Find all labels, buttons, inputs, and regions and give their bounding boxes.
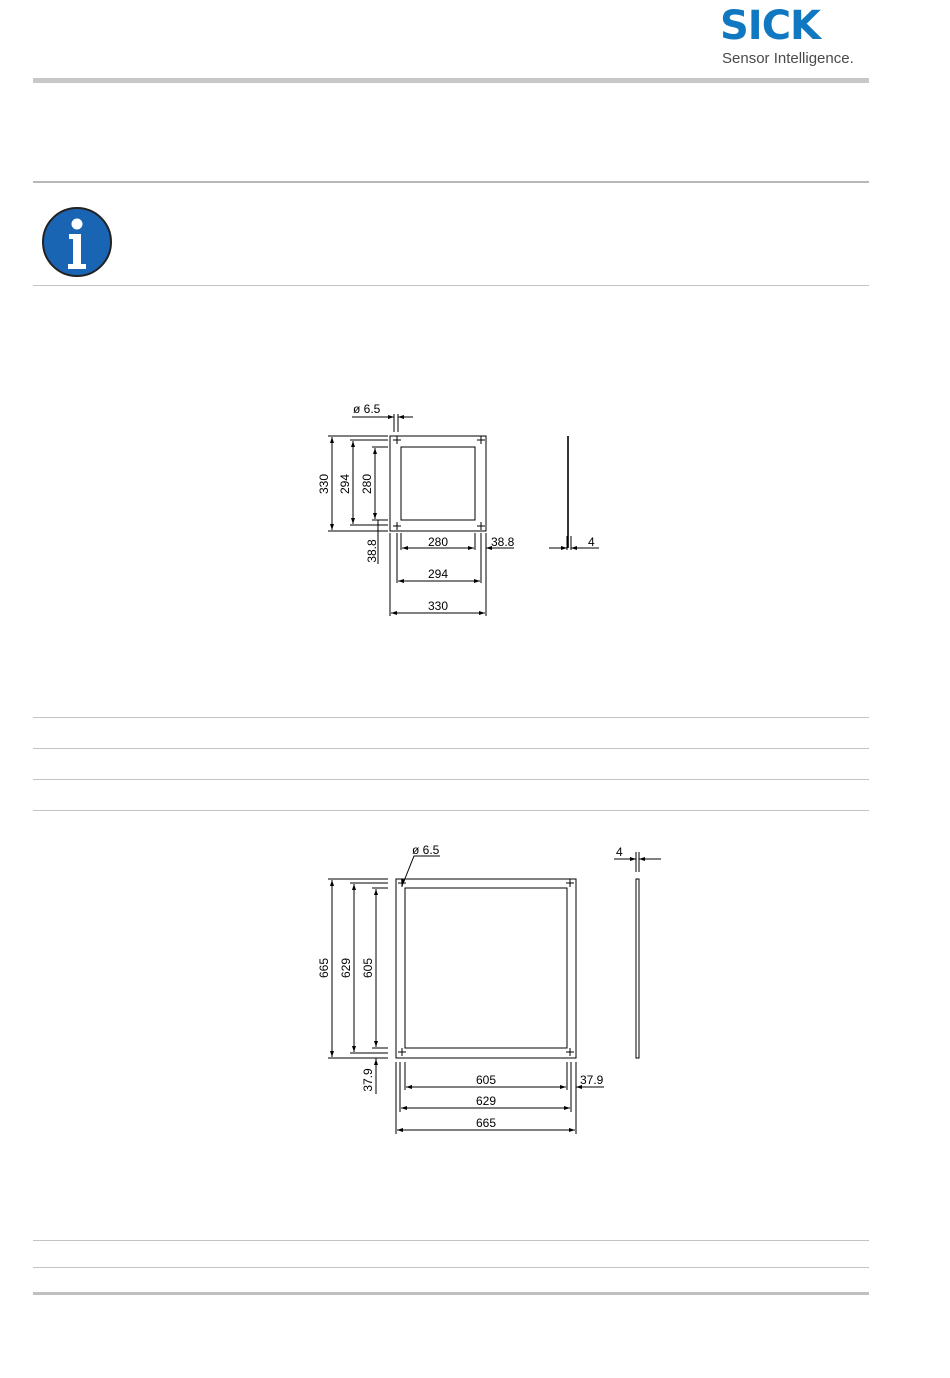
- dim-hole-small: ø 6.5: [353, 402, 381, 416]
- dim-width-holes-large: 629: [475, 1094, 497, 1108]
- header-rule: [33, 78, 869, 83]
- dim-offset-v-large: 37.9: [361, 1068, 375, 1092]
- note-top-rule: [33, 181, 869, 183]
- table-rule-2: [33, 748, 869, 749]
- table-rule-6: [33, 1267, 869, 1268]
- table-rule-5: [33, 1240, 869, 1241]
- dim-thickness-large: 4: [616, 845, 623, 859]
- drawing-small: [300, 395, 620, 625]
- dim-hole-large: ø 6.5: [412, 843, 440, 857]
- dim-width-holes: 294: [427, 567, 449, 581]
- dim-height-total: 330: [317, 473, 331, 495]
- dim-height-inner-large: 605: [361, 957, 375, 979]
- dim-height-total-large: 665: [317, 957, 331, 979]
- logo-brand: SICK: [720, 3, 821, 49]
- table-rule-3: [33, 779, 869, 780]
- note-bottom-rule: [33, 285, 869, 286]
- info-icon: [41, 206, 113, 278]
- dim-height-inner: 280: [360, 473, 374, 495]
- dim-width-total: 330: [427, 599, 449, 613]
- dim-thickness-small: 4: [588, 535, 595, 549]
- sick-logo: [720, 3, 870, 70]
- drawing-large: [300, 835, 680, 1140]
- dim-height-holes: 294: [338, 473, 352, 495]
- dim-offset-v: 38.8: [365, 539, 379, 563]
- dim-offset-h: 38.8: [491, 535, 515, 549]
- dim-offset-h-large: 37.9: [580, 1073, 604, 1087]
- table-rule-1: [33, 717, 869, 718]
- dim-width-inner-large: 605: [475, 1073, 497, 1087]
- dim-width-total-large: 665: [475, 1116, 497, 1130]
- dim-height-holes-large: 629: [339, 957, 353, 979]
- logo-tagline: Sensor Intelligence.: [722, 50, 854, 67]
- table-rule-4: [33, 810, 869, 811]
- dim-width-inner: 280: [427, 535, 449, 549]
- footer-rule: [33, 1292, 869, 1295]
